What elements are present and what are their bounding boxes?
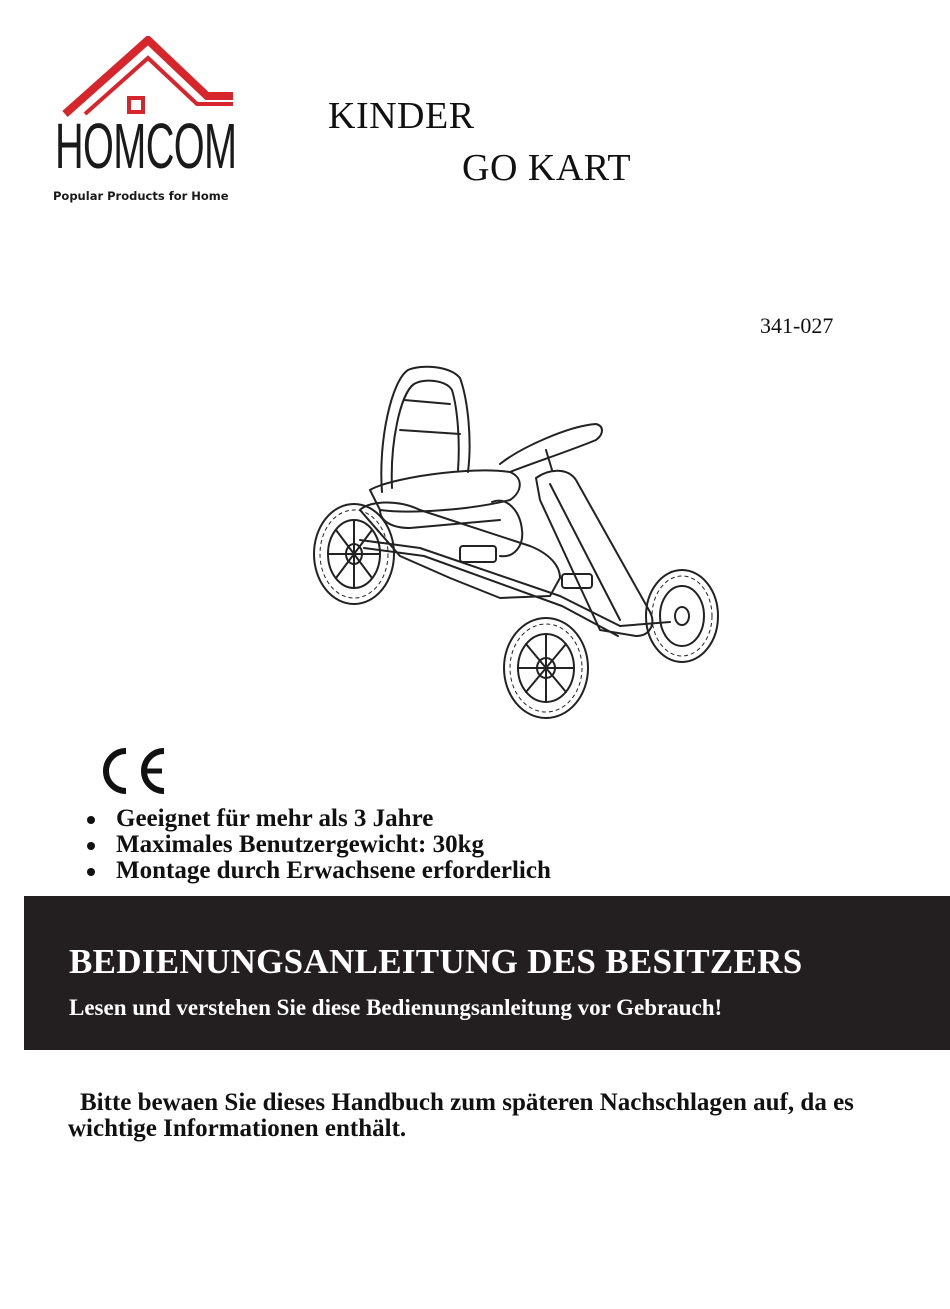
model-number: 341-027 xyxy=(760,313,834,338)
feature-list xyxy=(82,806,551,884)
go-kart-illustration xyxy=(300,360,730,730)
title-line-2: GO KART xyxy=(462,147,632,189)
brand-tagline: Popular Products for Home xyxy=(53,189,229,203)
homcom-logo xyxy=(45,36,245,208)
manual-banner xyxy=(24,896,950,1050)
feature-item: Maximales Benutzergewicht: 30kg xyxy=(82,832,551,858)
keep-manual-note: Bitte bewaen Sie dieses Handbuch zum späteren Nachschlagen auf, da es wichtige Informationen enthält. xyxy=(68,1089,854,1142)
title-line-1: KINDER xyxy=(328,95,475,137)
brand-name: HOMCOM xyxy=(55,110,237,182)
banner-subtitle: Lesen und verstehen Sie diese Bedienungsanleitung vor Gebrauch! xyxy=(69,995,723,1020)
feature-item: Geeignet für mehr als 3 Jahre xyxy=(82,806,551,832)
banner-title: BEDIENUNGSANLEITUNG DES BESITZERS xyxy=(69,942,803,981)
ce-mark-icon xyxy=(92,745,172,797)
feature-item: Montage durch Erwachsene erforderlich xyxy=(82,858,551,884)
